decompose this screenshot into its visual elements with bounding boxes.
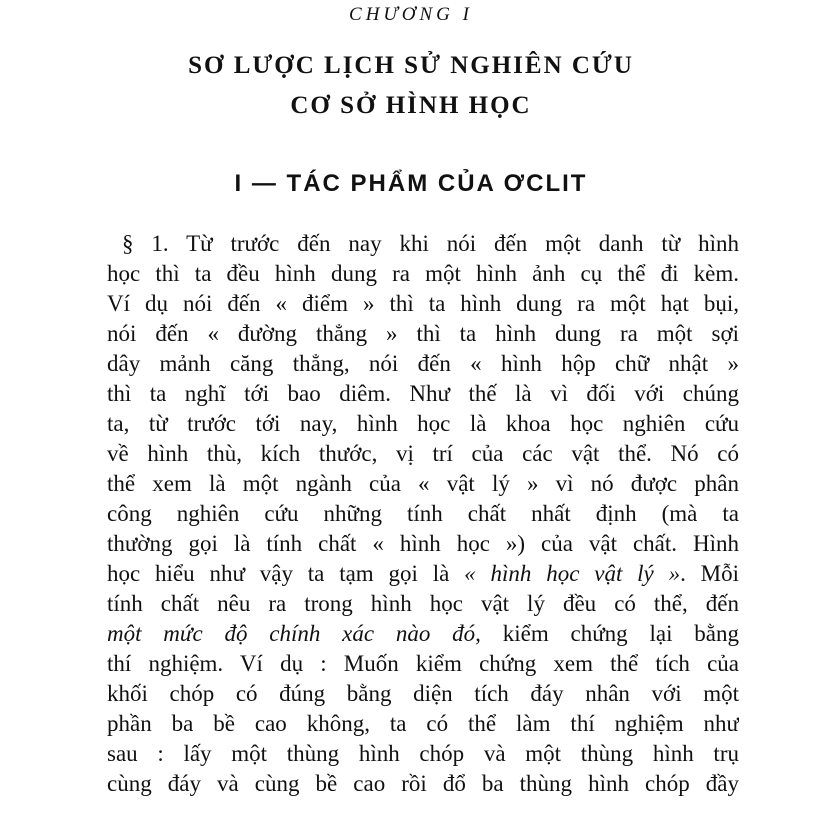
paragraph-line: học thì ta đều hình dung ra một hình ảnh cụ thể đi kèm.	[107, 261, 739, 286]
section-heading: I — TÁC PHẨM CỦA ƠCLIT	[234, 170, 588, 197]
paragraph-line: dây mảnh căng thẳng, nói đến « hình hộp chữ nhật »	[107, 351, 739, 376]
paragraph-line: ta, từ trước tới nay, hình học là khoa học nghiên cứu	[107, 411, 739, 436]
paragraph-line-with-italic	[107, 559, 739, 589]
paragraph-line: thí nghiệm. Ví dụ : Muốn kiểm chứng xem thể tích của	[107, 651, 739, 676]
paragraph-line: Ví dụ nói đến « điểm » thì ta hình dung ra một hạt bụi,	[107, 291, 739, 316]
paragraph-line: thường gọi là tính chất « hình học ») của vật chất. Hình	[107, 531, 739, 556]
paragraph-line: sau : lấy một thùng hình chóp và một thùng hình trụ	[107, 741, 739, 766]
paragraph-line: công nghiên cứu những tính chất nhất định (mà ta	[107, 501, 739, 526]
paragraph-line: về hình thù, kích thước, vị trí của các vật thể. Nó có	[107, 441, 739, 466]
text-span: học hiểu như vậy ta tạm gọi là	[107, 561, 465, 586]
paragraph-line: § 1. Từ trước đến nay khi nói đến một danh từ hình	[122, 231, 739, 256]
italic-phrase: một mức độ chính xác nào đó,	[107, 621, 481, 646]
paragraph-line: nói đến « đường thẳng » thì ta hình dung ra một sợi	[107, 321, 739, 346]
text-span: kiểm chứng lại bằng	[480, 621, 739, 646]
chapter-label: CHƯƠNG I	[349, 4, 473, 25]
paragraph-line: phần ba bề cao không, ta có thể làm thí nghiệm như	[107, 711, 739, 736]
italic-term: « hình học vật lý »	[464, 561, 681, 586]
chapter-title-line-1: SƠ LƯỢC LỊCH SỬ NGHIÊN CỨU	[188, 52, 634, 79]
text-span: . Mỗi	[680, 561, 739, 586]
paragraph-line: cùng đáy và cùng bề cao rồi đổ ba thùng hình chóp đầy	[107, 771, 739, 796]
body-paragraph	[107, 229, 739, 799]
paragraph-line: thể xem là một ngành của « vật lý » vì nó được phân	[107, 471, 739, 496]
paragraph-line: tính chất nêu ra trong hình học vật lý đều có thể, đến	[107, 591, 739, 616]
paragraph-line-with-italic	[107, 619, 739, 649]
paragraph-line: thì ta nghĩ tới bao diêm. Như thế là vì đối với chúng	[107, 381, 739, 406]
paragraph-line: khối chóp có đúng bằng diện tích đáy nhân với một	[107, 681, 739, 706]
chapter-title-line-2: CƠ SỞ HÌNH HỌC	[290, 92, 532, 119]
